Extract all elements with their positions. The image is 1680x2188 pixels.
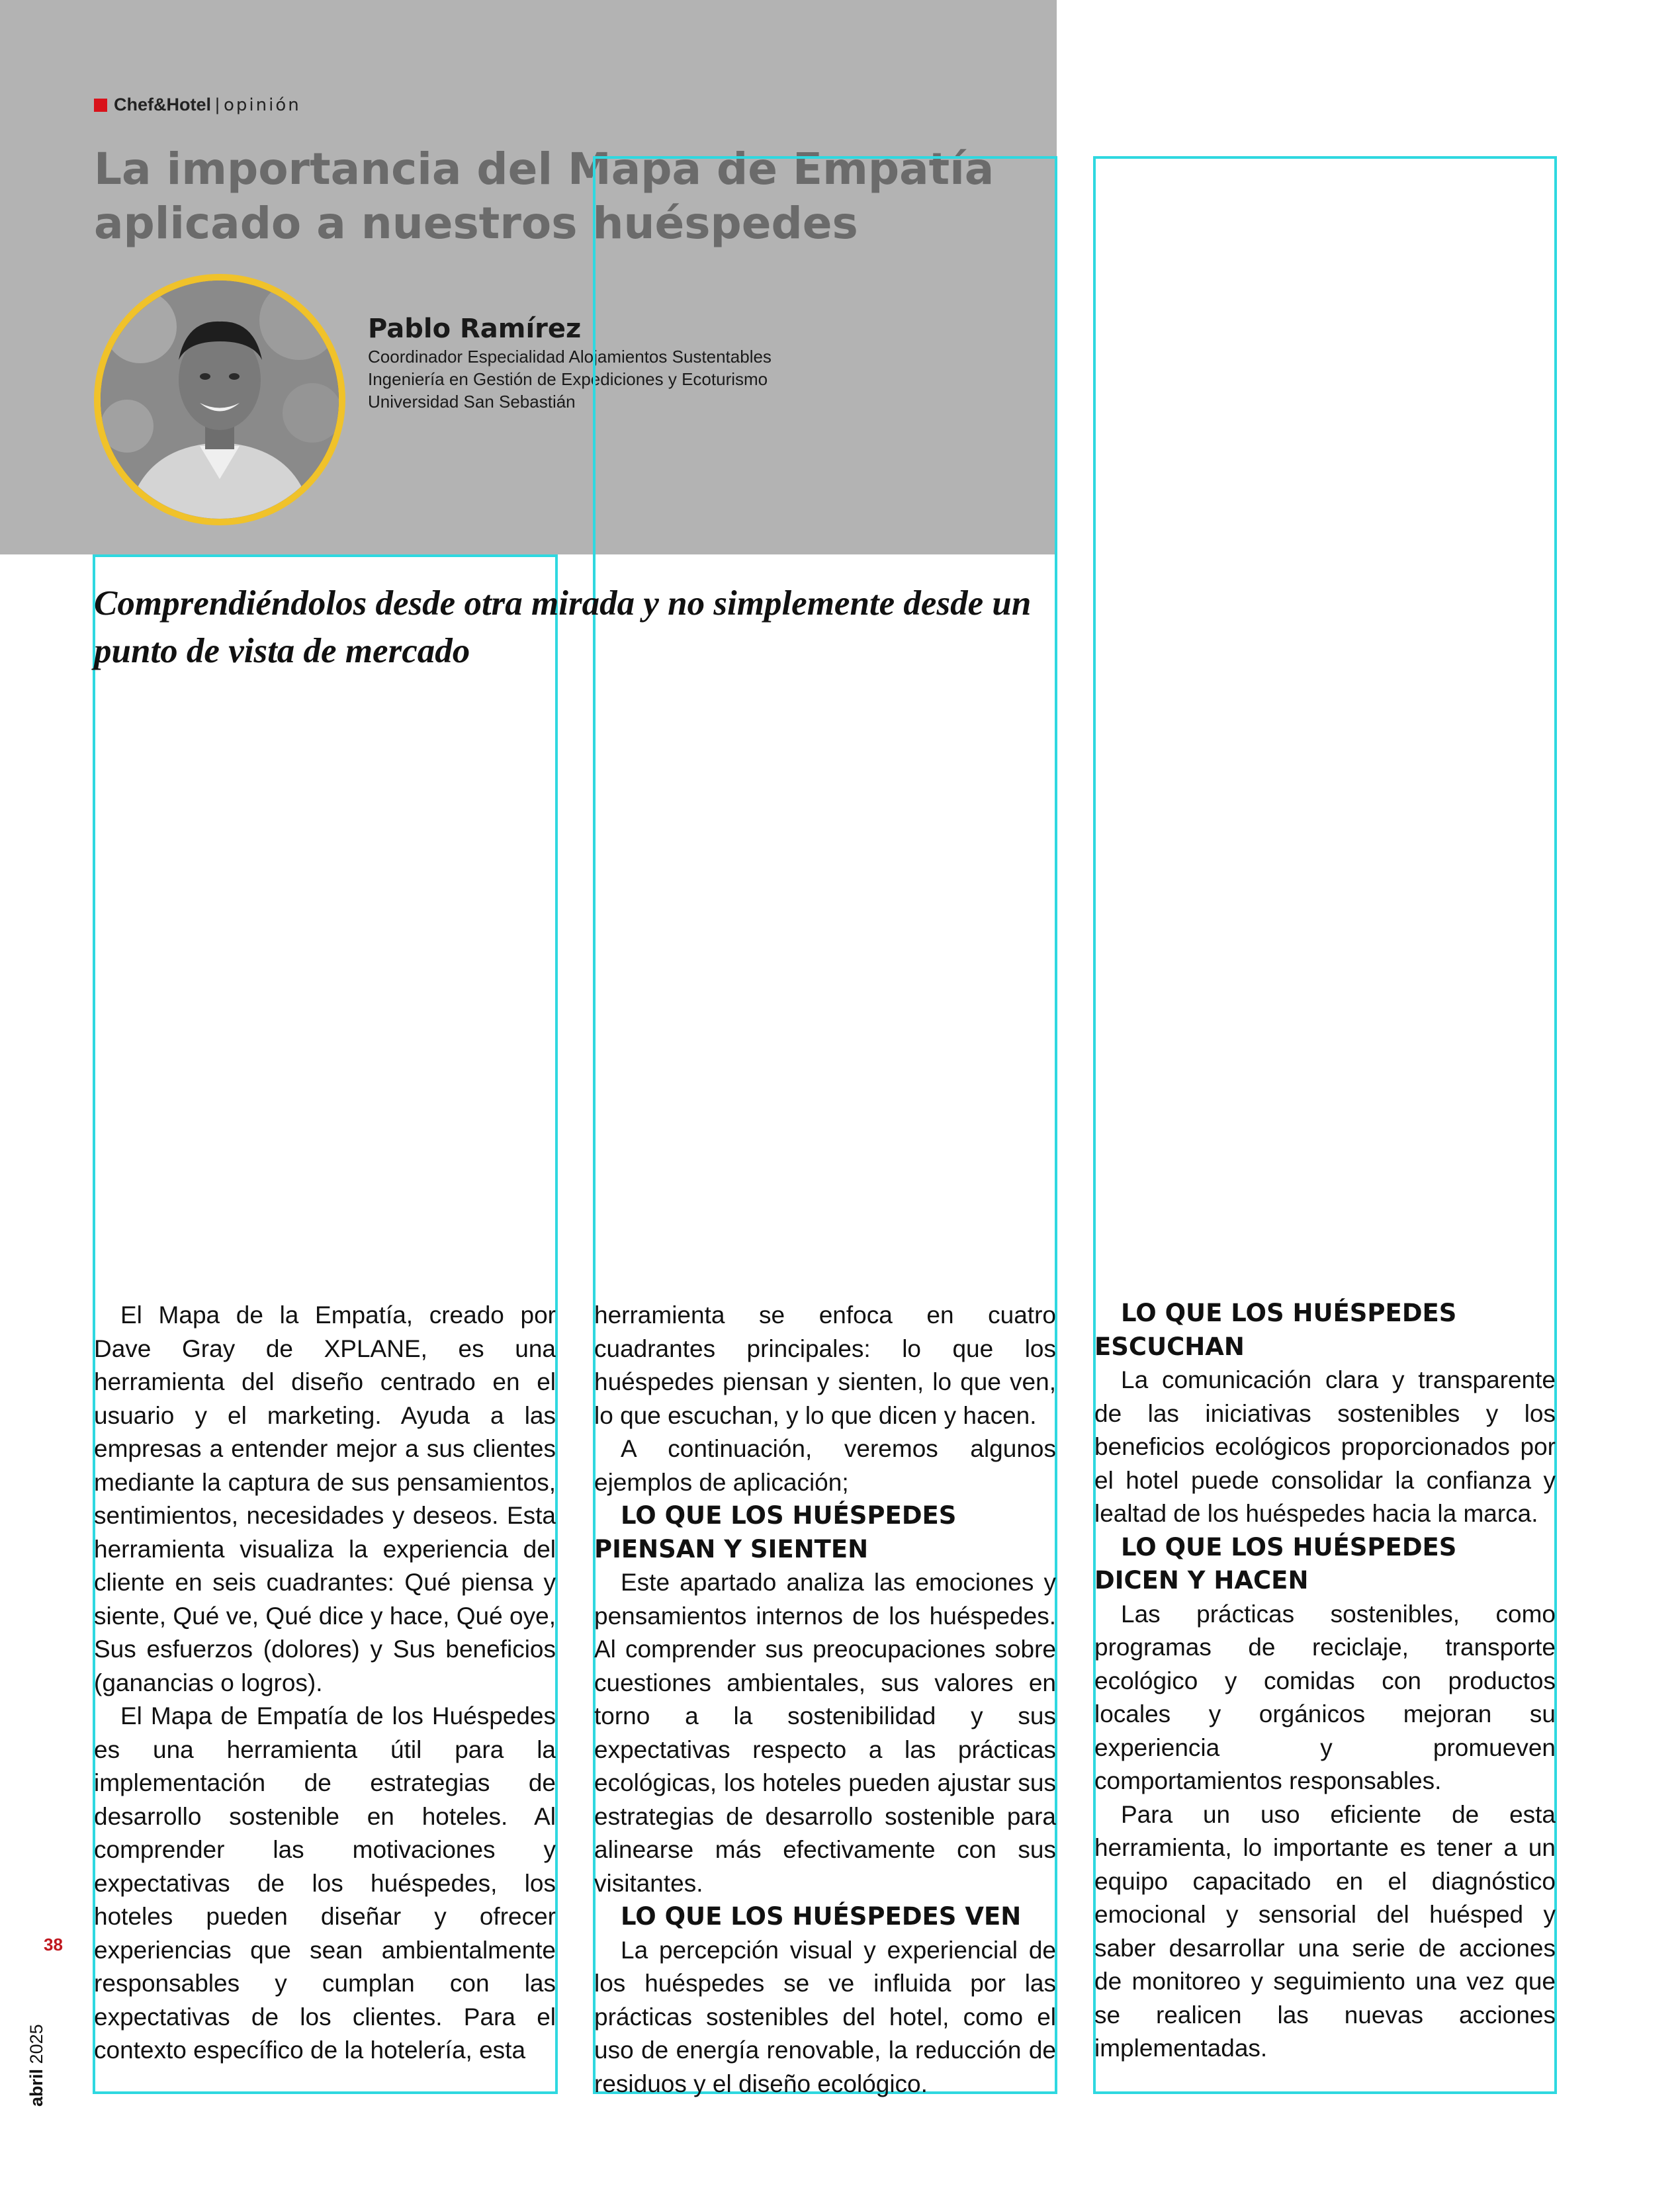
issue-year: 2025 xyxy=(26,2024,46,2064)
section-separator: | xyxy=(215,95,220,114)
issue-month: abril xyxy=(26,2068,46,2107)
body-paragraph: La percepción visual y experiencial de los huéspedes se ve influida por las prácticas sostenibles del hotel, como el uso de energía renovable, la reducción de residuos y el diseño ecológico. xyxy=(594,1936,1056,2097)
body-paragraph: Este apartado analiza las emociones y pensamientos internos de los huéspedes. Al comprender sus preocupaciones sobre cuestiones ambientales, sus valores en torno a la sostenibilidad y sus expectativas respecto a las prácticas ecológicas, los hoteles pueden ajustar sus estrategias de desarrollo sostenible para alinearse más efectivamente con sus visitantes. xyxy=(594,1569,1056,1897)
author-photo-frame xyxy=(94,274,345,525)
body-paragraph: A continuación, veremos algunos ejemplos de aplicación; xyxy=(594,1435,1056,1496)
section-heading-piensan-y-sienten xyxy=(594,1499,1056,1566)
section-heading-line: LO QUE LOS HUÉSPEDES xyxy=(1121,1532,1457,1561)
body-paragraph: La comunicación clara y transparente de las iniciativas sostenibles y los beneficios ecológicos proporcionados por el hotel puede consolidar la confianza y lealtad de los huéspedes hacia la marca. xyxy=(1094,1366,1556,1527)
section-heading-dicen-y-hacen xyxy=(1094,1531,1556,1598)
section-heading-ven: LO QUE LOS HUÉSPEDES VEN xyxy=(621,1902,1022,1931)
article-subtitle xyxy=(94,580,1060,675)
body-paragraph: Para un uso eficiente de esta herramienta, lo importante es tener a un equipo capacitado en el diagnóstico emocional y sensorial del huésped y saber desarrollar una serie de acciones de monitoreo y seguimiento una vez que se realicen las nuevas acciones implementadas. xyxy=(1094,1800,1556,2062)
section-heading-line: DICEN Y HACEN xyxy=(1094,1566,1309,1595)
article-title-line2: aplicado a nuestros huéspedes xyxy=(94,198,858,249)
section-heading-line: LO QUE LOS HUÉSPEDES xyxy=(621,1501,957,1530)
section-heading-line: ESCUCHAN xyxy=(1094,1332,1245,1361)
author-portrait-illustration xyxy=(101,281,339,519)
article-subtitle-line1: Comprendiéndolos desde otra mirada y no simplemente desde un xyxy=(94,584,1032,623)
section-heading-line: LO QUE LOS HUÉSPEDES xyxy=(1121,1299,1457,1327)
body-paragraph: Las prácticas sostenibles, como programas de reciclaje, transporte ecológico y comidas con productos locales y orgánicos mejoran su experiencia y promueven comportamientos responsables. xyxy=(1094,1600,1556,1794)
page-number: 38 xyxy=(44,1935,63,1954)
article-subtitle-line2: punto de vista de mercado xyxy=(94,632,470,670)
author-name: Pablo Ramírez xyxy=(368,314,582,344)
article-column-2 xyxy=(594,1299,1056,2101)
article-column-3 xyxy=(1094,1297,1556,2066)
section-category: opinión xyxy=(224,95,301,115)
body-paragraph: El Mapa de la Empatía, creado por Dave Gray de XPLANE, es una herramienta del diseño centrado en el usuario y el marketing. Ayuda a las empresas a entender mejor a sus clientes mediante la captura de sus pensamientos, sentimientos, necesidades y deseos. Esta herramienta visualiza la experiencia del cliente en seis cuadrantes: Qué piensa y siente, Qué ve, Qué dice y hace, Qué oye, Sus esfuerzos (dolores) y Sus beneficios (ganancias o logros). xyxy=(94,1301,556,1696)
issue-date xyxy=(26,2024,47,2107)
brand-name: Chef&Hotel xyxy=(114,95,211,114)
author-program: Ingeniería en Gestión de Expediciones y Ecoturismo xyxy=(368,369,768,389)
body-paragraph: El Mapa de Empatía de los Huéspedes es una herramienta útil para la implementación de estrategias de desarrollo sostenible en hoteles. Al comprender las motivaciones y expectativas de los huéspedes, los hoteles pueden diseñar y ofrecer experiencias que sean ambientalmente responsables y cumplan con las expectativas de los clientes. Para el contexto específico de la hotelería, esta xyxy=(94,1702,556,2064)
article-title-line1: La importancia del Mapa de Empatía xyxy=(94,144,995,195)
author-university: Universidad San Sebastián xyxy=(368,392,576,412)
author-photo xyxy=(101,281,339,519)
author-role: Coordinador Especialidad Alojamientos Sustentables xyxy=(368,347,772,367)
article-column-1 xyxy=(94,1299,556,2068)
section-heading-escuchan xyxy=(1094,1297,1556,1364)
body-paragraph: herramienta se enfoca en cuatro cuadrantes principales: lo que los huéspedes piensan y sienten, lo que ven, lo que escuchan, y lo que dicen y hacen. xyxy=(594,1301,1056,1429)
section-marker-square xyxy=(94,99,107,112)
section-heading-line: PIENSAN Y SIENTEN xyxy=(594,1534,869,1563)
section-label xyxy=(94,95,301,115)
